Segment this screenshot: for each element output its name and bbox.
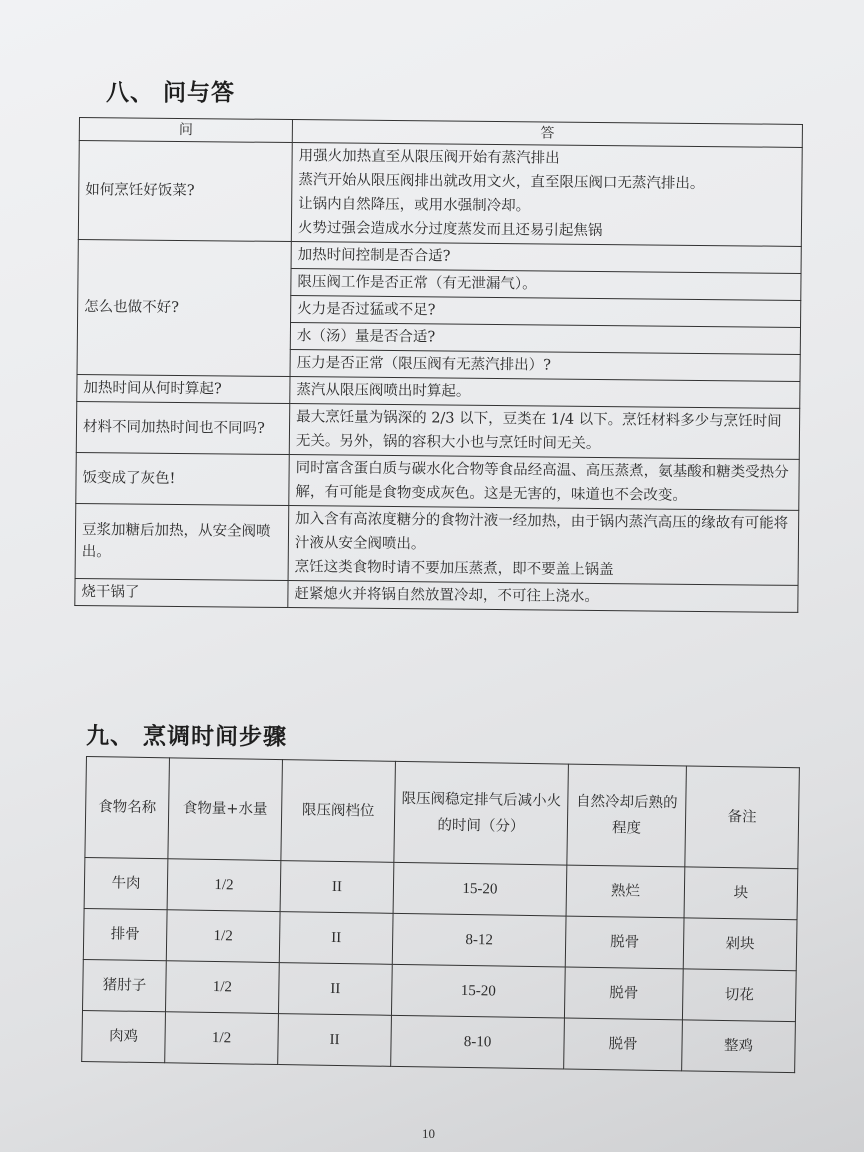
question-cell: 加热时间从何时算起? xyxy=(77,374,290,403)
time-cell: 8-10 xyxy=(391,1015,565,1069)
header-food-name: 食物名称 xyxy=(85,757,170,859)
header-valve-setting: 限压阀档位 xyxy=(281,760,396,863)
time-cell: 8-12 xyxy=(392,913,566,967)
header-note: 备注 xyxy=(685,766,800,869)
food-name-cell: 牛肉 xyxy=(84,857,168,909)
question-cell: 材料不同加热时间也不同吗? xyxy=(76,401,289,454)
valve-cell: II xyxy=(279,912,393,965)
food-name-cell: 肉鸡 xyxy=(82,1010,166,1062)
answer-line: 用强火加热直至从限压阀开始有蒸汽排出 xyxy=(298,148,560,167)
answer-header: 答 xyxy=(292,120,802,148)
question-header: 问 xyxy=(79,118,292,143)
qa-row xyxy=(76,452,799,510)
answer-cell: 水（汤）量是否合适? xyxy=(290,323,800,355)
question-cell: 豆浆加糖后加热，从安全阀喷出。 xyxy=(75,503,289,580)
note-cell: 剁块 xyxy=(683,918,797,971)
qa-row xyxy=(75,578,798,612)
food-name-cell: 排骨 xyxy=(83,908,167,960)
cooking-header-row xyxy=(85,757,799,869)
page-number: 10 xyxy=(422,1126,435,1141)
valve-cell: II xyxy=(278,1014,392,1067)
question-cell: 如何烹饪好饭菜? xyxy=(78,141,292,242)
qa-table xyxy=(74,117,803,613)
answer-line: 加入含有高浓度糖分的食物汁液一经加热，由于锅内蒸汽高压的缘故有可能将汁液从安全阀喷出。 xyxy=(294,511,789,553)
doneness-cell: 脱骨 xyxy=(565,916,684,969)
answer-line: 烹饪这类食物时请不要加压蒸煮，即不要盖上锅盖 xyxy=(294,559,614,579)
question-cell: 怎么也做不好? xyxy=(77,239,291,376)
header-amount: 食物量+水量 xyxy=(168,758,283,861)
section-title-cooking-time: 九、 烹调时间步骤 xyxy=(85,723,288,751)
answer-line: 火势过强会造成水分过度蒸发而且还易引起焦锅 xyxy=(297,220,603,240)
header-doneness: 自然冷却后熟的程度 xyxy=(567,764,687,867)
header-reduce-heat-time: 限压阀稳定排气后减小火的时间（分） xyxy=(394,761,569,865)
time-cell: 15-20 xyxy=(393,862,567,916)
qa-row xyxy=(78,239,801,273)
answer-cell: 赶紧熄火并将锅自然放置冷却，不可往上浇水。 xyxy=(288,581,798,613)
amount-cell: 1/2 xyxy=(165,961,279,1014)
valve-cell: II xyxy=(278,963,392,1016)
note-cell: 块 xyxy=(684,867,798,920)
note-cell: 整鸡 xyxy=(682,1020,796,1073)
answer-cell: 压力是否正常（限压阀有无蒸汽排出）? xyxy=(290,350,800,382)
doneness-cell: 脱骨 xyxy=(564,967,683,1020)
cooking-time-table xyxy=(81,756,800,1073)
answer-cell xyxy=(288,506,799,586)
doneness-cell: 熟烂 xyxy=(566,865,685,918)
answer-cell: 限压阀工作是否正常（有无泄漏气）。 xyxy=(291,269,801,301)
qa-row xyxy=(78,141,802,247)
question-cell: 饭变成了灰色! xyxy=(76,452,289,505)
doneness-cell: 脱骨 xyxy=(564,1018,683,1071)
table-row xyxy=(82,1010,796,1072)
answer-line: 蒸汽开始从限压阀排出就改用文火，直至限压阀口无蒸汽排出。 xyxy=(298,172,705,193)
qa-row xyxy=(76,401,799,459)
answer-line: 让锅内自然降压，或用水强制冷却。 xyxy=(298,196,531,215)
question-cell: 烧干锅了 xyxy=(75,578,288,607)
amount-cell: 1/2 xyxy=(166,910,280,963)
amount-cell: 1/2 xyxy=(165,1012,279,1065)
answer-cell: 加热时间控制是否合适? xyxy=(291,242,801,274)
amount-cell: 1/2 xyxy=(167,859,281,912)
food-name-cell: 猪肘子 xyxy=(83,959,167,1011)
section-title-qa: 八、 问与答 xyxy=(106,80,236,106)
qa-row xyxy=(75,503,799,585)
note-cell: 切花 xyxy=(682,969,796,1022)
answer-cell: 火力是否过猛或不足? xyxy=(291,296,801,328)
valve-cell: II xyxy=(280,861,394,914)
answer-cell: 最大烹饪量为锅深的 2/3 以下，豆类在 1/4 以下。烹饪材料多少与烹饪时间无关。另外，锅的容积大小也与烹饪时间无关。 xyxy=(289,404,799,460)
time-cell: 15-20 xyxy=(391,964,565,1018)
answer-cell: 蒸汽从限压阀喷出时算起。 xyxy=(290,377,800,409)
answer-cell: 同时富含蛋白质与碳水化合物等食品经高温、高压蒸煮，氨基酸和糖类受热分解，有可能是食物变成灰色。这是无害的，味道也不会改变。 xyxy=(289,455,799,511)
answer-cell xyxy=(291,143,802,247)
